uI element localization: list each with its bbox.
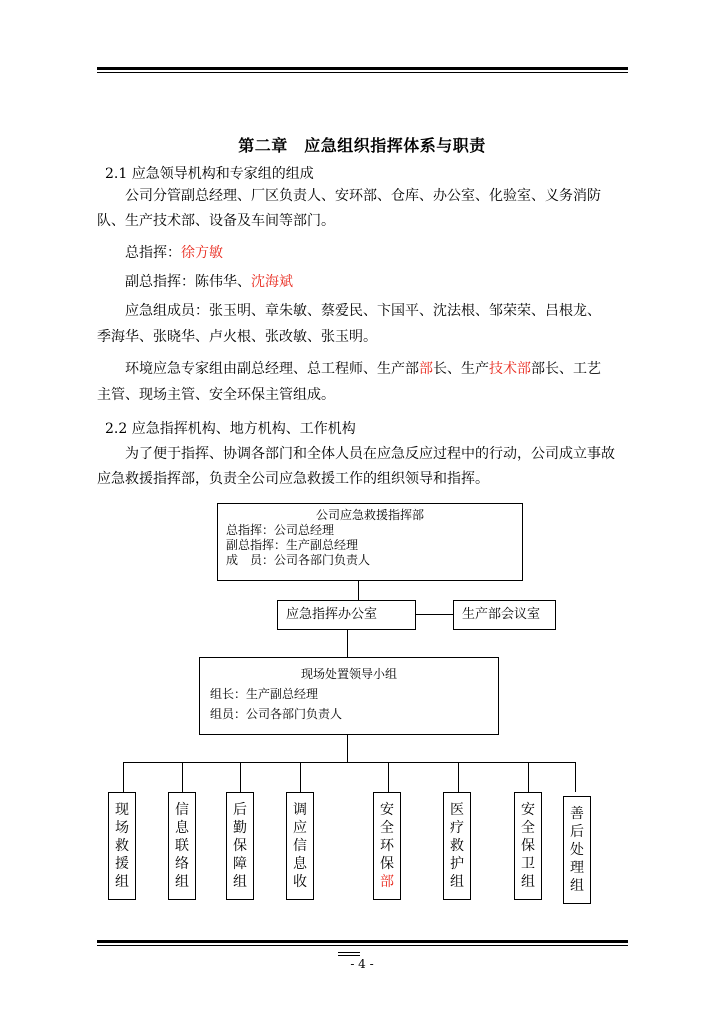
group-box <box>226 792 254 900</box>
group-box <box>168 792 196 900</box>
group-char: 善 <box>570 806 584 822</box>
page-mark-2 <box>338 955 360 956</box>
group-box <box>514 792 542 900</box>
group-box <box>373 792 401 900</box>
group-char: 信 <box>175 802 189 818</box>
group-char: 医 <box>450 802 464 818</box>
deputy-line <box>125 271 293 291</box>
group-char: 收 <box>293 874 307 890</box>
meeting-room-box: 生产部会议室 <box>453 600 556 630</box>
group-char: 救 <box>450 838 464 854</box>
connector-office-meeting <box>416 614 453 615</box>
office-box: 应急指挥办公室 <box>277 600 416 630</box>
header-rule-thick <box>97 67 628 70</box>
group-char: 络 <box>175 856 189 872</box>
group-char: 后 <box>233 802 247 818</box>
hq-line-2: 副总指挥：生产副总经理 <box>226 538 359 552</box>
hq-line-1: 总指挥：公司总经理 <box>226 523 335 537</box>
group-char: 息 <box>175 820 189 836</box>
field-team-leader: 组长：生产副总经理 <box>210 687 319 701</box>
group-char: 调 <box>293 802 307 818</box>
group-char: 救 <box>115 838 129 854</box>
commander-label: 总指挥： <box>125 245 181 261</box>
members-line-1: 应急组成员：张玉明、章朱敏、蔡爱民、卞国平、沈法根、邹荣荣、吕根龙、 <box>125 303 601 319</box>
group-char: 应 <box>293 820 307 836</box>
expert-text-1: 环境应急专家组由副总经理、总工程师、生产部 <box>125 361 419 377</box>
expert-red-2: 技术部 <box>489 361 531 377</box>
group-connector <box>575 762 576 792</box>
section-heading-2-1: 2.1 应急领导机构和专家组的组成 <box>105 166 314 182</box>
group-char: 理 <box>570 860 584 876</box>
section-2-1-intro: 公司分管副总经理、厂区负责人、安环部、仓库、办公室、化验室、义务消防队、生产技术部、设备及车间等部门。 <box>97 188 601 229</box>
hq-title: 公司应急救援指挥部 <box>315 508 424 522</box>
group-connector <box>528 762 529 792</box>
group-char: 援 <box>115 856 129 872</box>
group-box <box>108 792 136 900</box>
group-char: 安 <box>380 802 394 818</box>
members-line-2: 季海华、张晓华、卢火根、张改敏、张玉明。 <box>97 329 377 345</box>
commander-line <box>125 242 223 262</box>
group-char: 联 <box>175 838 189 854</box>
commander-name: 徐方敏 <box>181 245 223 261</box>
connector-hq-office <box>358 581 359 600</box>
group-char: 保 <box>521 838 535 854</box>
expert-text-3: 部长、工艺 <box>531 361 601 377</box>
group-box <box>443 792 471 900</box>
connector-office-field <box>347 630 348 657</box>
group-char: 信 <box>293 838 307 854</box>
section-heading-2-2: 2.2 应急指挥机构、地方机构、工作机构 <box>105 421 356 437</box>
group-char: 勤 <box>233 820 247 836</box>
group-connector <box>300 762 301 792</box>
group-box <box>563 796 591 904</box>
group-char: 全 <box>380 820 394 836</box>
expert-text-2: 长、生产 <box>433 361 489 377</box>
group-char: 部 <box>380 874 394 890</box>
expert-red-1: 部 <box>419 361 433 377</box>
group-char: 全 <box>521 820 535 836</box>
hq-box <box>217 503 523 581</box>
chapter-title: 第二章 应急组织指挥体系与职责 <box>238 136 486 155</box>
group-char: 安 <box>521 802 535 818</box>
group-char: 保 <box>380 856 394 872</box>
group-connector <box>123 762 124 792</box>
group-char: 组 <box>521 874 535 890</box>
deputy-label: 副总指挥：陈伟华、 <box>125 274 251 290</box>
group-char: 组 <box>115 874 129 890</box>
expert-line-2: 主管、现场主管、安全环保主管组成。 <box>97 387 335 403</box>
page-number: - 4 - <box>350 957 374 971</box>
group-bus-line <box>123 762 575 763</box>
group-char: 卫 <box>521 856 535 872</box>
hq-line-3: 成 员：公司各部门负责人 <box>226 553 371 567</box>
group-connector <box>388 762 389 792</box>
section-2-2-intro: 为了便于指挥、协调各部门和全体人员在应急反应过程中的行动，公司成立事故应急救援指挥部，负责全公司应急救援工作的组织领导和指挥。 <box>97 446 615 487</box>
footer-rule-thin <box>97 945 628 946</box>
group-connector <box>182 762 183 792</box>
group-connector <box>458 762 459 792</box>
group-char: 组 <box>570 878 584 894</box>
group-connector <box>240 762 241 792</box>
header-rule-thin <box>97 72 628 73</box>
group-char: 组 <box>450 874 464 890</box>
deputy-name: 沈海斌 <box>251 274 293 290</box>
group-char: 组 <box>233 874 247 890</box>
field-team-members: 组员：公司各部门负责人 <box>210 707 343 721</box>
group-char: 环 <box>380 838 394 854</box>
connector-field-bus <box>347 735 348 762</box>
field-team-title: 现场处置领导小组 <box>300 667 397 681</box>
group-char: 后 <box>570 824 584 840</box>
group-char: 护 <box>450 856 464 872</box>
group-char: 场 <box>115 820 129 836</box>
field-team-box <box>199 657 499 735</box>
group-box <box>286 792 314 900</box>
group-char: 障 <box>233 856 247 872</box>
footer-rule-thick <box>97 940 628 943</box>
group-char: 保 <box>233 838 247 854</box>
group-char: 处 <box>570 842 584 858</box>
group-char: 疗 <box>450 820 464 836</box>
expert-line-1 <box>125 358 601 378</box>
page-mark-1 <box>338 952 360 953</box>
group-char: 息 <box>293 856 307 872</box>
group-char: 组 <box>175 874 189 890</box>
group-char: 现 <box>115 802 129 818</box>
